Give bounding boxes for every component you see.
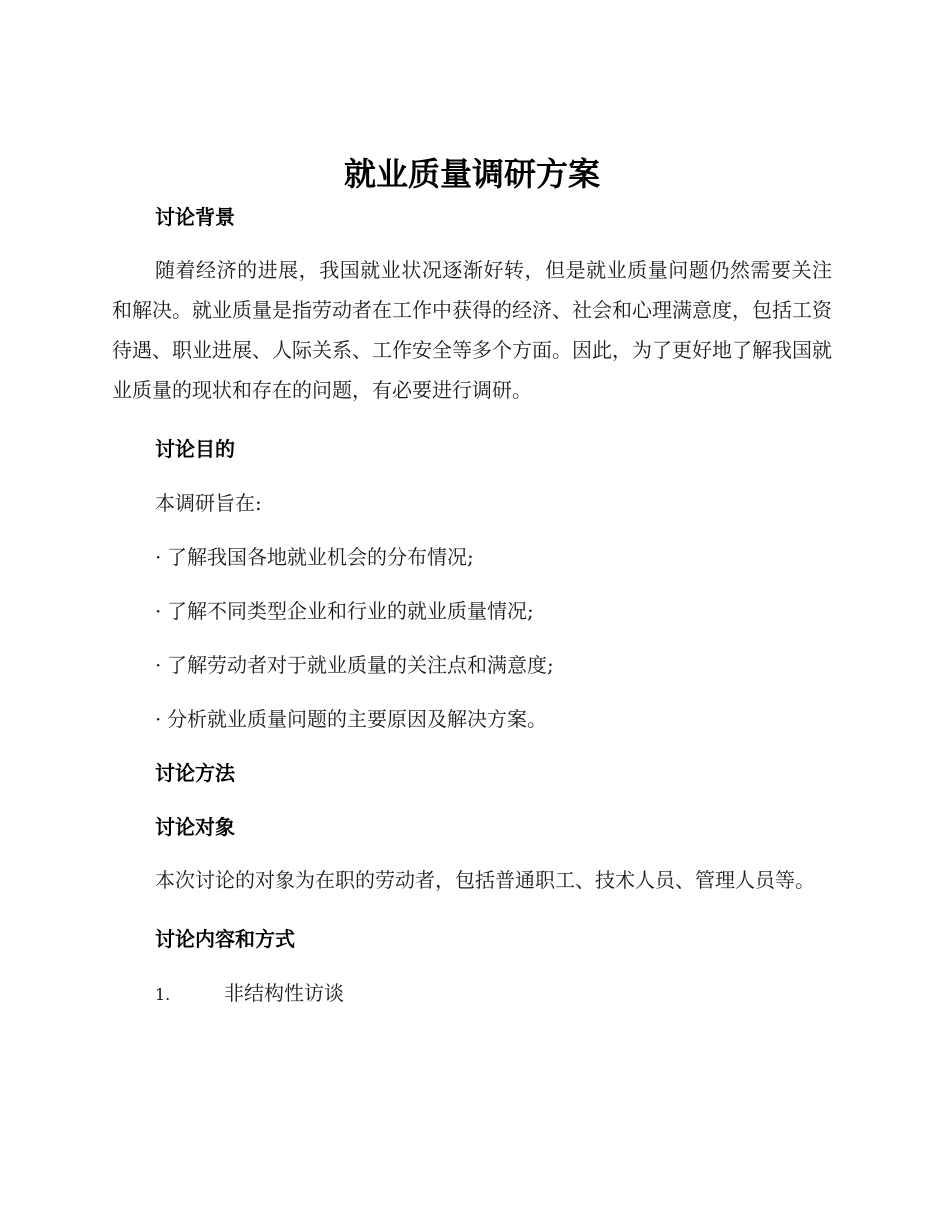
bullet-text: 了解劳动者对于就业质量的关注点和满意度; bbox=[167, 653, 554, 677]
purpose-intro: 本调研旨在: bbox=[155, 491, 262, 515]
section-heading-background: 讨论背景 bbox=[155, 205, 235, 229]
subjects-paragraph: 本次讨论的对象为在职的劳动者，包括普通职工、技术人员、管理人员等。 bbox=[155, 868, 815, 892]
bullet-text: 了解不同类型企业和行业的就业质量情况; bbox=[167, 599, 534, 623]
bullet-text: 了解我国各地就业机会的分布情况; bbox=[167, 545, 474, 569]
document-body bbox=[112, 150, 832, 1010]
purpose-bullet-item bbox=[112, 542, 832, 572]
purpose-bullet-item bbox=[112, 650, 832, 680]
bullet-dot: · bbox=[155, 599, 162, 623]
purpose-bullet-item bbox=[112, 704, 832, 734]
bullet-text: 分析就业质量问题的主要原因及解决方案。 bbox=[167, 707, 547, 731]
bullet-dot: · bbox=[155, 545, 162, 569]
document-title: 就业质量调研方案 bbox=[343, 155, 600, 193]
list-item-text: 非结构性访谈 bbox=[224, 981, 344, 1005]
background-paragraph: 随着经济的进展，我国就业状况逐渐好转，但是就业质量问题仍然需要关注和解决。就业质量是指劳动者在工作中获得的经济、社会和心理满意度，包括工资待遇、职业进展、人际关系、工作安全等多个方面。因此，为了更好地了解我国就业质量的现状和存在的问题，有必要进行调研。 bbox=[112, 258, 832, 402]
section-heading-content-and-approach: 讨论内容和方式 bbox=[155, 927, 295, 951]
section-heading-purpose: 讨论目的 bbox=[155, 437, 235, 461]
section-heading-subjects: 讨论对象 bbox=[155, 815, 235, 839]
list-number: 1. bbox=[155, 985, 171, 1004]
section-heading-method: 讨论方法 bbox=[155, 761, 235, 785]
bullet-dot: · bbox=[155, 707, 162, 731]
numbered-list-item bbox=[112, 978, 832, 1010]
purpose-bullet-item bbox=[112, 596, 832, 626]
bullet-dot: · bbox=[155, 653, 162, 677]
